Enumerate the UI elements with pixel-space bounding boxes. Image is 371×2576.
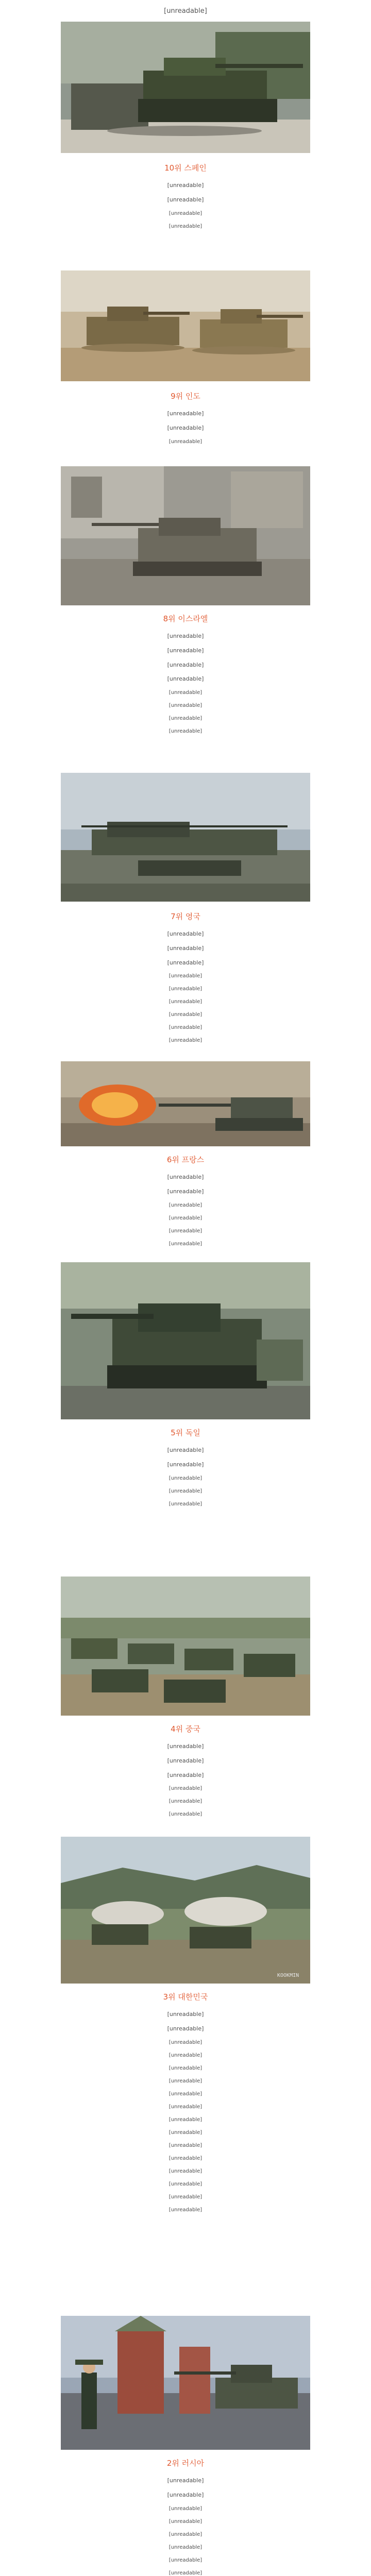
rank-label: 3위 대한민국 (163, 1992, 208, 2002)
rank-label: 4위 중국 (171, 1724, 200, 1734)
spec-line: [unreadable] (168, 2505, 203, 2512)
spec-line: [unreadable] (168, 1501, 203, 1507)
section-france (41, 1154, 330, 1252)
spec-line: [unreadable] (167, 675, 204, 683)
spec-line: [unreadable] (168, 703, 203, 709)
watermark: KOOKMIN (277, 1973, 299, 1978)
spec-line: [unreadable] (167, 410, 204, 417)
spec-line: [unreadable] (167, 2011, 204, 2018)
spec-line: [unreadable] (168, 1228, 203, 1234)
rank-label: 7위 영국 (171, 912, 200, 921)
spec-line: [unreadable] (167, 647, 204, 654)
section-spain (41, 162, 330, 235)
spec-line: [unreadable] (168, 2052, 203, 2058)
spec-line: [unreadable] (167, 959, 204, 966)
spec-line: [unreadable] (168, 1215, 203, 1221)
spec-line: [unreadable] (168, 2129, 203, 2136)
germany-tank-photo (61, 1262, 310, 1419)
spain-tank-photo (61, 22, 310, 153)
spec-line: [unreadable] (168, 2116, 203, 2123)
spec-line: [unreadable] (167, 1771, 204, 1778)
spec-line: [unreadable] (168, 2531, 203, 2537)
russia-parade-photo (61, 2316, 310, 2450)
spec-line: [unreadable] (168, 2207, 203, 2213)
spec-line: [unreadable] (168, 2181, 203, 2187)
spec-line: [unreadable] (167, 633, 204, 639)
korea-howitzers-photo (61, 1837, 310, 1984)
spec-line: [unreadable] (168, 1475, 203, 1481)
section-germany (41, 1427, 330, 1513)
spec-line: [unreadable] (168, 1488, 203, 1494)
spec-line: [unreadable] (167, 930, 204, 937)
spec-line: [unreadable] (168, 2065, 203, 2071)
spec-line: [unreadable] (168, 1241, 203, 1247)
spec-line: [unreadable] (168, 1811, 203, 1818)
spec-line: [unreadable] (168, 2168, 203, 2174)
spec-line: [unreadable] (167, 661, 204, 668)
rank-label: 8위 이스라엘 (163, 614, 208, 623)
spec-line: [unreadable] (167, 1447, 204, 1453)
spec-line: [unreadable] (168, 223, 203, 229)
france-tank-firing-photo (61, 1061, 310, 1146)
spec-line: [unreadable] (168, 2194, 203, 2200)
spec-line: [unreadable] (167, 424, 204, 431)
spec-line: [unreadable] (168, 999, 203, 1005)
spec-line: [unreadable] (168, 1799, 203, 1805)
spec-line: [unreadable] (168, 1786, 203, 1792)
section-russia (41, 2458, 330, 2576)
uk-helicopters-photo (61, 773, 310, 902)
rank-label: 2위 러시아 (166, 2459, 205, 2468)
spec-line: [unreadable] (168, 973, 203, 979)
spec-line: [unreadable] (168, 2155, 203, 2161)
spec-line: [unreadable] (168, 1025, 203, 1031)
rank-label: 5위 독일 (171, 1428, 200, 1437)
section-uk (41, 911, 330, 1049)
spec-line: [unreadable] (167, 182, 204, 189)
spec-line: [unreadable] (167, 2491, 204, 2498)
spec-line: [unreadable] (168, 2518, 203, 2524)
spec-line: [unreadable] (168, 438, 203, 445)
spec-line: [unreadable] (168, 2544, 203, 2550)
spec-line: [unreadable] (168, 728, 203, 735)
spec-line: [unreadable] (168, 2078, 203, 2084)
spec-line: [unreadable] (168, 690, 203, 696)
spec-line: [unreadable] (168, 986, 203, 992)
page-title: [unreadable] (164, 7, 207, 15)
india-tanks-photo (61, 270, 310, 381)
spec-line: [unreadable] (167, 1174, 204, 1180)
spec-line: [unreadable] (168, 1038, 203, 1044)
spec-line: [unreadable] (168, 210, 203, 216)
spec-line: [unreadable] (168, 2039, 203, 2045)
spec-line: [unreadable] (168, 1202, 203, 1208)
spec-line: [unreadable] (168, 2570, 203, 2576)
section-china (41, 1723, 330, 1823)
rank-label: 6위 프랑스 (166, 1155, 205, 1164)
spec-line: [unreadable] (168, 2142, 203, 2148)
spec-line: [unreadable] (167, 196, 204, 203)
spec-line: [unreadable] (168, 1012, 203, 1018)
spec-line: [unreadable] (167, 1188, 204, 1195)
spec-line: [unreadable] (167, 2025, 204, 2032)
section-israel (41, 613, 330, 740)
spec-line: [unreadable] (168, 2557, 203, 2563)
section-india (41, 391, 330, 450)
spec-line: [unreadable] (167, 2477, 204, 2484)
spec-line: [unreadable] (167, 1757, 204, 1764)
section-korea (41, 1991, 330, 2218)
spec-line: [unreadable] (168, 2091, 203, 2097)
china-tank-column-photo (61, 1577, 310, 1716)
spec-line: [unreadable] (167, 1461, 204, 1468)
israel-tank-photo (61, 466, 310, 605)
spec-line: [unreadable] (168, 2104, 203, 2110)
spec-line: [unreadable] (167, 1743, 204, 1750)
spec-line: [unreadable] (167, 944, 204, 952)
rank-label: 9위 인도 (171, 392, 200, 401)
spec-line: [unreadable] (168, 716, 203, 722)
rank-label: 10위 스페인 (164, 163, 207, 173)
